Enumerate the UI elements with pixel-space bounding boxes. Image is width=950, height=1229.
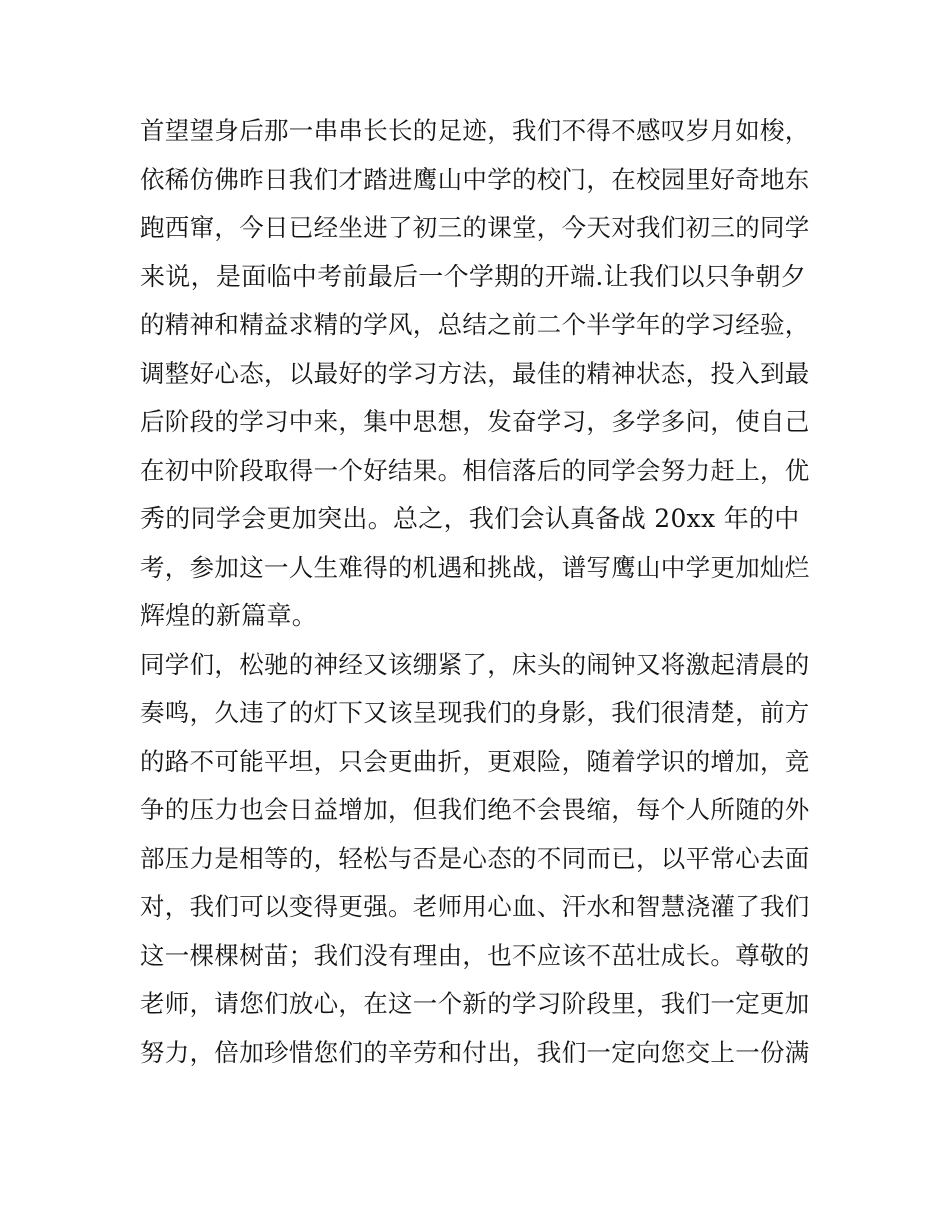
text-line: 依稀仿佛昨日我们才踏进鹰山中学的校门，在校园里好奇地东 [140,164,810,194]
text-line: 对，我们可以变得更强。老师用心血、汗水和智慧浇灌了我们 [140,892,810,921]
text-line: 辉煌的新篇章。 [140,601,318,630]
text-line: 秀的同学会更加突出。总之，我们会认真备战 20xx 年的中 [140,504,800,533]
text-line: 考，参加这一人生难得的机遇和挑战，谱写鹰山中学更加灿烂 [140,552,810,582]
text-line: 的路不可能平坦，只会更曲折，更艰险，随着学识的增加，竞 [140,746,810,776]
text-line: 来说，是面临中考前最后一个学期的开端.让我们以只争朝夕 [140,261,807,291]
text-line: 跑西窜，今日已经坐进了初三的课堂，今天对我们初三的同学 [140,213,810,242]
text-line: 的精神和精益求精的学风，总结之前二个半学年的学习经验， [140,310,810,339]
text-line: 首望望身后那一串串长长的足迹，我们不得不感叹岁月如梭， [140,116,810,145]
text-line: 争的压力也会日益增加，但我们绝不会畏缩，每个人所随的外 [140,795,810,824]
text-line: 在初中阶段取得一个好结果。相信落后的同学会努力赶上，优 [140,455,810,485]
text-line: 奏鸣，久违了的灯下又该呈现我们的身影，我们很清楚，前方 [140,698,810,727]
text-line: 后阶段的学习中来，集中思想，发奋学习，多学多问，使自己 [140,407,810,436]
text-line: 调整好心态，以最好的学习方法，最佳的精神状态，投入到最 [140,358,810,388]
text-line: 努力，倍加珍惜您们的辛劳和付出，我们一定向您交上一份满 [140,1037,810,1067]
text-line: 老师，请您们放心，在这一个新的学习阶段里，我们一定更加 [140,989,810,1018]
text-line: 同学们，松驰的神经又该绷紧了，床头的闹钟又将激起清晨的 [140,649,810,679]
body-text [140,107,820,1077]
text-line: 部压力是相等的，轻松与否是心态的不同而已，以平常心去面 [140,843,810,873]
text-line: 这一棵棵树苗；我们没有理由，也不应该不茁壮成长。尊敬的 [140,940,810,970]
